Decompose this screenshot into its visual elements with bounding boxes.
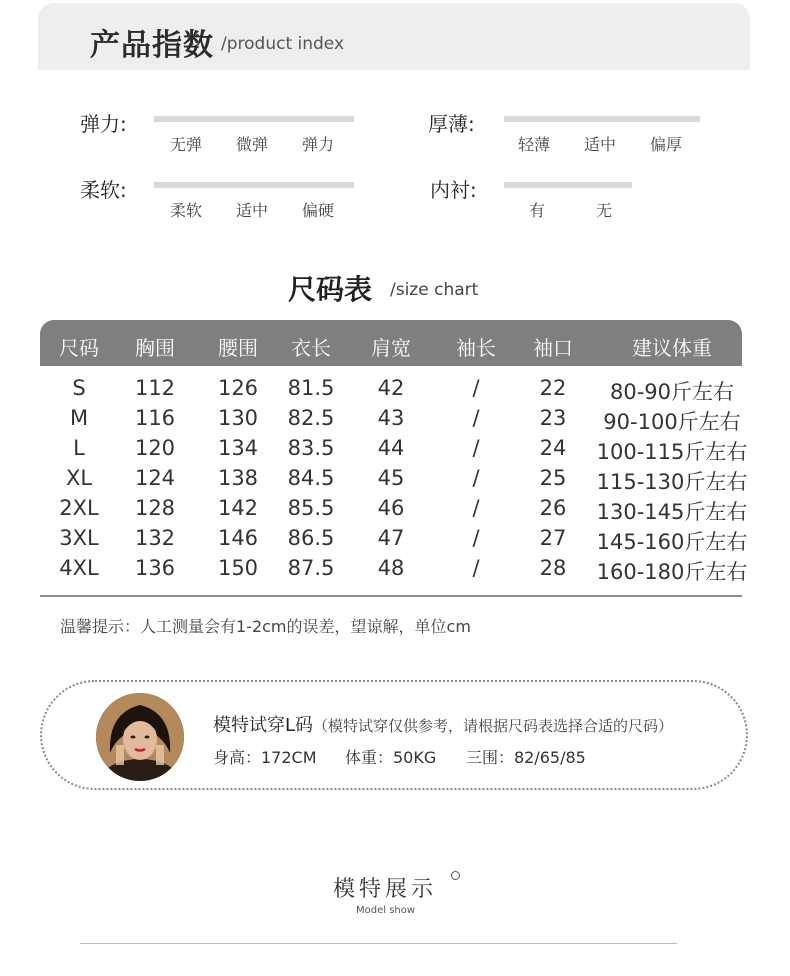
model-show-subtitle: Model show <box>356 905 416 916</box>
column-header: 袖口 <box>533 336 573 360</box>
table-cell: 83.5 <box>287 436 335 460</box>
table-cell: XL <box>65 466 93 490</box>
table-cell: 48 <box>377 556 405 580</box>
table-cell: 124 <box>134 466 176 490</box>
table-cell: / <box>472 496 480 520</box>
table-cell: 100-115斤左右 <box>596 440 748 464</box>
model-size-note: （模特试穿仅供参考，请根据尺码表选择合适的尺码） <box>313 717 674 735</box>
property-label-softness: 柔软: <box>80 178 127 202</box>
table-cell: 138 <box>217 466 259 490</box>
table-cell: 142 <box>217 496 259 520</box>
table-cell: 90-100斤左右 <box>603 410 741 434</box>
table-cell: 26 <box>539 496 567 520</box>
table-cell: 22 <box>539 376 567 400</box>
model-size-label: 模特试穿L码 <box>213 715 314 736</box>
property-bar-lining <box>504 182 632 188</box>
table-cell: 146 <box>217 526 259 550</box>
table-cell: 150 <box>217 556 259 580</box>
column-header: 腰围 <box>218 336 258 360</box>
table-cell: 27 <box>539 526 567 550</box>
table-cell: 44 <box>377 436 405 460</box>
table-cell: / <box>472 556 480 580</box>
table-cell: S <box>72 376 86 400</box>
property-label-elasticity: 弹力: <box>80 112 127 136</box>
table-cell: 115-130斤左右 <box>596 470 748 494</box>
table-cell: 128 <box>134 496 176 520</box>
column-header: 肩宽 <box>371 336 411 360</box>
column-header: 袖长 <box>456 336 496 360</box>
measurement-tip: 温馨提示：人工测量会有1-2cm的误差，望谅解，单位cm <box>60 617 471 636</box>
property-option: 轻薄 <box>518 135 551 154</box>
table-cell: 4XL <box>59 556 99 580</box>
table-cell: 112 <box>134 376 176 400</box>
property-bar-elasticity <box>154 116 354 122</box>
model-measurements: 三围：82/65/85 <box>466 748 586 767</box>
size-chart-subtitle: /size chart <box>390 280 479 300</box>
table-cell: / <box>472 466 480 490</box>
table-cell: M <box>69 406 89 430</box>
table-cell: 134 <box>217 436 259 460</box>
table-cell: 126 <box>217 376 259 400</box>
avatar <box>96 693 184 781</box>
column-header: 胸围 <box>135 336 175 360</box>
property-label-thickness: 厚薄: <box>428 112 475 136</box>
table-cell: 42 <box>377 376 405 400</box>
table-cell: 82.5 <box>287 406 335 430</box>
table-cell: / <box>472 376 480 400</box>
model-size-title <box>213 711 673 737</box>
table-cell: 81.5 <box>287 376 335 400</box>
table-cell: 80-90斤左右 <box>609 380 735 404</box>
table-cell: 23 <box>539 406 567 430</box>
table-cell: 85.5 <box>287 496 335 520</box>
table-cell: 46 <box>377 496 405 520</box>
property-bar-thickness <box>504 116 700 122</box>
table-cell: / <box>472 526 480 550</box>
column-header: 尺码 <box>59 336 99 360</box>
table-cell: 25 <box>539 466 567 490</box>
property-option: 柔软 <box>170 201 203 220</box>
property-bar-softness <box>154 182 354 188</box>
table-cell: 136 <box>134 556 176 580</box>
property-option: 无弹 <box>170 135 203 154</box>
model-height: 身高：172CM <box>213 748 317 767</box>
page-title: 产品指数 <box>90 28 214 63</box>
table-cell: / <box>472 436 480 460</box>
table-cell: 24 <box>539 436 567 460</box>
table-cell: 132 <box>134 526 176 550</box>
table-cell: 84.5 <box>287 466 335 490</box>
table-cell: 28 <box>539 556 567 580</box>
table-cell: L <box>73 436 85 460</box>
table-cell: 43 <box>377 406 405 430</box>
table-divider <box>40 595 742 597</box>
table-cell: 160-180斤左右 <box>596 560 748 584</box>
property-option: 无 <box>596 201 613 220</box>
section-divider <box>80 943 677 944</box>
property-option: 偏硬 <box>302 201 335 220</box>
property-option: 适中 <box>584 135 617 154</box>
property-option: 有 <box>529 201 546 220</box>
table-cell: / <box>472 406 480 430</box>
property-option: 偏厚 <box>650 135 683 154</box>
table-cell: 3XL <box>59 526 99 550</box>
table-cell: 45 <box>377 466 405 490</box>
property-option: 微弹 <box>236 135 269 154</box>
table-cell: 86.5 <box>287 526 335 550</box>
model-show-title: 模特展示 <box>333 877 438 902</box>
property-label-lining: 内衬: <box>430 178 477 202</box>
table-cell: 130-145斤左右 <box>596 500 748 524</box>
property-option: 弹力 <box>302 135 335 154</box>
page-subtitle: /product index <box>221 34 345 54</box>
property-option: 适中 <box>236 201 269 220</box>
table-cell: 2XL <box>59 496 99 520</box>
table-cell: 130 <box>217 406 259 430</box>
circle-icon <box>451 871 460 880</box>
table-cell: 87.5 <box>287 556 335 580</box>
model-weight: 体重：50KG <box>345 748 437 767</box>
table-cell: 47 <box>377 526 405 550</box>
column-header: 衣长 <box>291 336 331 360</box>
table-cell: 145-160斤左右 <box>596 530 748 554</box>
size-chart-title: 尺码表 <box>288 273 373 306</box>
table-cell: 120 <box>134 436 176 460</box>
column-header: 建议体重 <box>632 336 712 360</box>
table-cell: 116 <box>134 406 176 430</box>
